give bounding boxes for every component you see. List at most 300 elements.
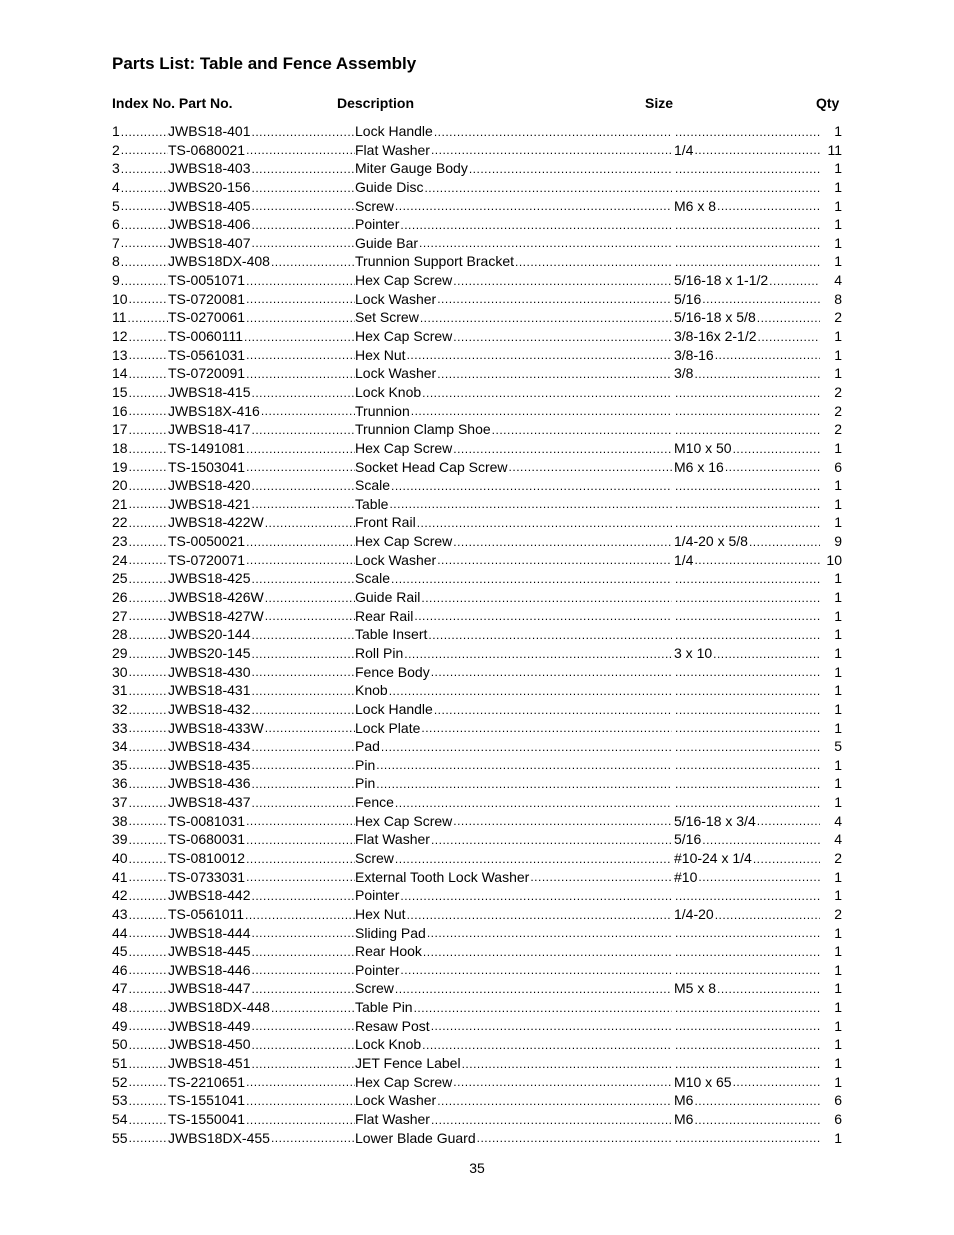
index-no: [112, 961, 168, 980]
size-text: 1/4: [674, 141, 694, 158]
qty: [820, 1091, 842, 1110]
dot-leader: [246, 833, 355, 849]
parts-list: [112, 122, 842, 1147]
part-no-text: TS-0720071: [168, 551, 246, 568]
dot-leader: [675, 889, 820, 905]
index-no: [112, 812, 168, 831]
dot-leader: [713, 647, 820, 663]
size: [674, 886, 820, 905]
qty-text: 6: [834, 1110, 842, 1127]
index-no: [112, 886, 168, 905]
dot-leader: [675, 218, 820, 234]
dot-leader: [675, 1057, 820, 1073]
description-text: Sliding Pad: [355, 924, 426, 941]
dot-leader: [129, 1019, 168, 1035]
table-row: [112, 924, 842, 943]
index-no-text: 38: [112, 812, 128, 829]
part-no-text: JWBS18DX-455: [168, 1129, 270, 1146]
table-row: [112, 383, 842, 402]
description: [355, 663, 672, 682]
description: [355, 1110, 672, 1129]
description-text: Lock Washer: [355, 1092, 437, 1109]
size: [674, 178, 820, 197]
index-no-text: 49: [112, 1017, 128, 1034]
index-no: [112, 513, 168, 532]
description-text: Knob: [355, 682, 388, 699]
table-row: [112, 588, 842, 607]
dot-leader: [129, 423, 168, 439]
description: [355, 495, 672, 514]
qty-text: 6: [834, 458, 842, 475]
dot-leader: [675, 796, 820, 812]
description-text: Lock Handle: [355, 123, 433, 139]
index-no-text: 10: [112, 290, 128, 307]
part-no: [168, 905, 355, 924]
dot-leader: [129, 553, 168, 569]
description-text: Flat Washer: [355, 1110, 430, 1127]
part-no-text: JWBS18-422W: [168, 514, 264, 531]
description-text: Hex Cap Screw: [355, 439, 453, 456]
dot-leader: [395, 796, 672, 812]
description: [355, 215, 672, 234]
dot-leader: [251, 423, 355, 439]
qty-text: 1: [834, 216, 842, 233]
index-no-text: 27: [112, 607, 128, 624]
index-no-text: 19: [112, 458, 128, 475]
dot-leader: [694, 143, 820, 159]
description: [355, 1129, 672, 1148]
table-row: [112, 439, 842, 458]
index-no-text: 8: [112, 253, 120, 270]
qty: [820, 495, 842, 514]
part-no: [168, 719, 355, 738]
index-no: [112, 868, 168, 887]
part-no: [168, 290, 355, 309]
size-text: #10: [674, 868, 698, 885]
table-row: [112, 756, 842, 775]
description-text: Trunnion Clamp Shoe: [355, 421, 491, 438]
dot-leader: [129, 982, 168, 998]
dot-leader: [251, 777, 355, 793]
description-text: External Tooth Lock Washer: [355, 868, 530, 885]
part-no: [168, 364, 355, 383]
index-no: [112, 122, 168, 141]
part-no: [168, 886, 355, 905]
description-text: Resaw Post: [355, 1017, 430, 1034]
qty: [820, 551, 842, 570]
qty: [820, 812, 842, 831]
dot-leader: [427, 926, 672, 942]
table-row: [112, 700, 842, 719]
qty-text: 8: [834, 290, 842, 307]
size: [674, 1110, 820, 1129]
size: [674, 979, 820, 998]
size: [674, 159, 820, 178]
description-text: Table Pin: [355, 999, 413, 1016]
dot-leader: [261, 404, 355, 420]
qty: [820, 1054, 842, 1073]
index-no: [112, 1017, 168, 1036]
part-no-text: TS-0680021: [168, 141, 246, 158]
table-row: [112, 774, 842, 793]
qty-text: 1: [834, 887, 842, 904]
dot-leader: [675, 1019, 820, 1035]
size-text: 3/8: [674, 365, 694, 382]
index-no-text: 16: [112, 402, 128, 419]
qty: [820, 1129, 842, 1148]
description-text: Lock Knob: [355, 383, 422, 400]
dot-leader: [437, 553, 672, 569]
dot-leader: [675, 572, 820, 588]
part-no-text: TS-1503041: [168, 458, 246, 475]
qty-text: 4: [834, 812, 842, 829]
table-row: [112, 681, 842, 700]
index-no-text: 13: [112, 346, 128, 363]
dot-leader: [675, 684, 820, 700]
dot-leader: [453, 814, 672, 830]
dot-leader: [246, 814, 355, 830]
dot-leader: [251, 647, 355, 663]
index-no-text: 11: [112, 309, 127, 326]
dot-leader: [129, 386, 168, 402]
dot-leader: [675, 479, 820, 495]
qty: [820, 607, 842, 626]
description: [355, 756, 672, 775]
dot-leader: [509, 460, 672, 476]
description: [355, 439, 672, 458]
part-no-text: JWBS18-442: [168, 887, 251, 904]
dot-leader: [265, 721, 355, 737]
index-no-text: 55: [112, 1129, 128, 1146]
qty-text: 1: [834, 943, 842, 960]
dot-leader: [246, 1075, 355, 1091]
table-row: [112, 830, 842, 849]
part-no: [168, 681, 355, 700]
part-no: [168, 327, 355, 346]
dot-leader: [251, 684, 355, 700]
size: [674, 868, 820, 887]
part-no: [168, 625, 355, 644]
dot-leader: [428, 628, 672, 644]
description: [355, 905, 672, 924]
dot-leader: [245, 908, 355, 924]
header-description: Description: [337, 95, 415, 111]
size: [674, 756, 820, 775]
index-no-text: 4: [112, 178, 120, 195]
qty-text: 1: [834, 607, 842, 624]
dot-leader: [129, 740, 168, 756]
index-no: [112, 942, 168, 961]
part-no: [168, 1129, 355, 1148]
dot-leader: [395, 199, 672, 215]
dot-leader: [400, 889, 672, 905]
dot-leader: [417, 516, 672, 532]
size-text: 5/16-18 x 3/4: [674, 812, 756, 829]
description-text: Pointer: [355, 961, 400, 978]
part-no: [168, 1073, 355, 1092]
index-no: [112, 476, 168, 495]
size: [674, 476, 820, 495]
size: [674, 495, 820, 514]
description: [355, 569, 672, 588]
dot-leader: [758, 330, 821, 346]
index-no: [112, 141, 168, 160]
qty-text: 2: [834, 309, 842, 326]
qty: [820, 122, 842, 141]
qty: [820, 830, 842, 849]
dot-leader: [129, 628, 168, 644]
description-text: Hex Cap Screw: [355, 328, 453, 345]
qty-text: 1: [834, 160, 842, 177]
index-no-text: 44: [112, 924, 128, 941]
qty-text: 1: [834, 328, 842, 345]
qty: [820, 252, 842, 271]
table-row: [112, 364, 842, 383]
table-row: [112, 569, 842, 588]
size: [674, 737, 820, 756]
description: [355, 178, 672, 197]
index-no-text: 9: [112, 272, 120, 289]
qty-text: 5: [834, 738, 842, 755]
index-no: [112, 905, 168, 924]
part-no: [168, 513, 355, 532]
description: [355, 625, 672, 644]
table-row: [112, 1073, 842, 1092]
index-no: [112, 1054, 168, 1073]
dot-leader: [251, 945, 355, 961]
table-row: [112, 178, 842, 197]
dot-leader: [129, 404, 168, 420]
index-no: [112, 719, 168, 738]
description-text: Roll Pin: [355, 644, 404, 661]
dot-leader: [246, 442, 355, 458]
description: [355, 1035, 672, 1054]
qty: [820, 458, 842, 477]
dot-leader: [265, 609, 355, 625]
size: [674, 774, 820, 793]
index-no-text: 20: [112, 477, 128, 494]
table-row: [112, 719, 842, 738]
dot-leader: [121, 125, 168, 141]
description-text: Guide Disc: [355, 178, 424, 195]
part-no-text: JWBS18-437: [168, 794, 251, 811]
qty-text: 1: [834, 961, 842, 978]
dot-leader: [421, 721, 672, 737]
index-no-text: 48: [112, 999, 128, 1016]
dot-leader: [702, 292, 820, 308]
index-no: [112, 924, 168, 943]
dot-leader: [129, 1131, 168, 1147]
part-no-text: JWBS18-420: [168, 477, 251, 494]
dot-leader: [265, 591, 355, 607]
dot-leader: [675, 1001, 820, 1017]
dot-leader: [246, 292, 355, 308]
dot-leader: [246, 460, 355, 476]
size: [674, 1035, 820, 1054]
description: [355, 849, 672, 868]
dot-leader: [271, 1001, 355, 1017]
description-text: Front Rail: [355, 514, 416, 531]
index-no: [112, 998, 168, 1017]
qty: [820, 308, 842, 327]
index-no-text: 17: [112, 421, 128, 438]
dot-leader: [128, 311, 168, 327]
dot-leader: [431, 1019, 672, 1035]
size: [674, 924, 820, 943]
description: [355, 346, 672, 365]
part-no-text: JWBS18-406: [168, 216, 251, 233]
qty: [820, 178, 842, 197]
index-no-text: 15: [112, 383, 128, 400]
dot-leader: [129, 330, 168, 346]
dot-leader: [121, 143, 168, 159]
description-text: Table Insert: [355, 626, 428, 643]
description-text: Lower Blade Guard: [355, 1129, 476, 1146]
part-no-text: JWBS18-427W: [168, 607, 264, 624]
qty-text: 2: [834, 421, 842, 438]
header-qty: Qty: [816, 95, 840, 111]
qty: [820, 793, 842, 812]
qty-text: 1: [834, 234, 842, 251]
size-text: 5/16: [674, 831, 702, 848]
index-no-text: 14: [112, 365, 128, 382]
description-text: Lock Washer: [355, 365, 437, 382]
dot-leader: [694, 367, 820, 383]
description: [355, 868, 672, 887]
dot-leader: [121, 236, 168, 252]
description: [355, 458, 672, 477]
table-row: [112, 141, 842, 160]
index-no-text: 51: [112, 1055, 128, 1072]
description-text: Fence: [355, 794, 394, 811]
index-no-text: 54: [112, 1110, 128, 1127]
part-no-text: JWBS18-403: [168, 160, 251, 177]
dot-leader: [420, 311, 672, 327]
dot-leader: [246, 311, 355, 327]
dot-leader: [411, 404, 672, 420]
size: [674, 1129, 820, 1148]
table-row: [112, 961, 842, 980]
size: [674, 644, 820, 663]
dot-leader: [434, 125, 672, 141]
qty: [820, 756, 842, 775]
index-no-text: 22: [112, 514, 128, 531]
dot-leader: [424, 181, 672, 197]
table-row: [112, 197, 842, 216]
index-no: [112, 551, 168, 570]
dot-leader: [244, 330, 355, 346]
dot-leader: [121, 218, 168, 234]
description-text: Socket Head Cap Screw: [355, 458, 508, 475]
table-row: [112, 551, 842, 570]
dot-leader: [246, 852, 355, 868]
index-no: [112, 402, 168, 421]
part-no: [168, 979, 355, 998]
part-no-text: JWBS18-449: [168, 1017, 251, 1034]
part-no-text: JWBS20-145: [168, 644, 251, 661]
dot-leader: [675, 236, 820, 252]
table-row: [112, 346, 842, 365]
index-no: [112, 178, 168, 197]
index-no-text: 37: [112, 794, 128, 811]
index-no-text: 32: [112, 700, 128, 717]
qty-text: 1: [834, 756, 842, 773]
qty-text: 1: [834, 365, 842, 382]
part-no-text: JWBS18-430: [168, 663, 251, 680]
size: [674, 569, 820, 588]
description-text: JET Fence Label: [355, 1055, 461, 1072]
description: [355, 942, 672, 961]
qty: [820, 234, 842, 253]
size: [674, 942, 820, 961]
size: [674, 551, 820, 570]
description: [355, 774, 672, 793]
dot-leader: [400, 963, 672, 979]
dot-leader: [675, 721, 820, 737]
dot-leader: [431, 143, 672, 159]
dot-leader: [675, 181, 820, 197]
part-no-text: TS-1551041: [168, 1092, 246, 1109]
part-no-text: JWBS18-421: [168, 495, 251, 512]
dot-leader: [129, 1075, 168, 1091]
description-text: Lock Handle: [355, 700, 433, 717]
description: [355, 1054, 672, 1073]
index-no: [112, 364, 168, 383]
dot-leader: [675, 162, 820, 178]
dot-leader: [246, 1094, 355, 1110]
dot-leader: [251, 236, 355, 252]
index-no-text: 31: [112, 682, 128, 699]
size: [674, 271, 820, 290]
dot-leader: [129, 796, 168, 812]
dot-leader: [246, 1113, 355, 1129]
description: [355, 402, 672, 421]
qty: [820, 625, 842, 644]
dot-leader: [129, 852, 168, 868]
table-row: [112, 290, 842, 309]
dot-leader: [251, 963, 355, 979]
dot-leader: [431, 833, 672, 849]
qty: [820, 197, 842, 216]
dot-leader: [129, 497, 168, 513]
part-no: [168, 495, 355, 514]
description-text: Lock Washer: [355, 551, 437, 568]
index-no: [112, 252, 168, 271]
dot-leader: [717, 199, 820, 215]
description-text: Flat Washer: [355, 141, 430, 158]
table-row: [112, 849, 842, 868]
dot-leader: [404, 647, 672, 663]
dot-leader: [492, 423, 672, 439]
qty-text: 10: [826, 551, 842, 568]
qty: [820, 868, 842, 887]
part-no-text: JWBS18-445: [168, 943, 251, 960]
part-no-text: JWBS18X-416: [168, 402, 260, 419]
dot-leader: [251, 703, 355, 719]
dot-leader: [715, 908, 820, 924]
index-no: [112, 737, 168, 756]
dot-leader: [702, 833, 820, 849]
part-no-text: TS-0720091: [168, 365, 246, 382]
part-no-text: TS-0050021: [168, 533, 246, 550]
size: [674, 1017, 820, 1036]
table-row: [112, 532, 842, 551]
part-no-text: TS-0060111: [168, 328, 243, 345]
index-no: [112, 681, 168, 700]
size: [674, 458, 820, 477]
table-row: [112, 1035, 842, 1054]
part-no: [168, 420, 355, 439]
